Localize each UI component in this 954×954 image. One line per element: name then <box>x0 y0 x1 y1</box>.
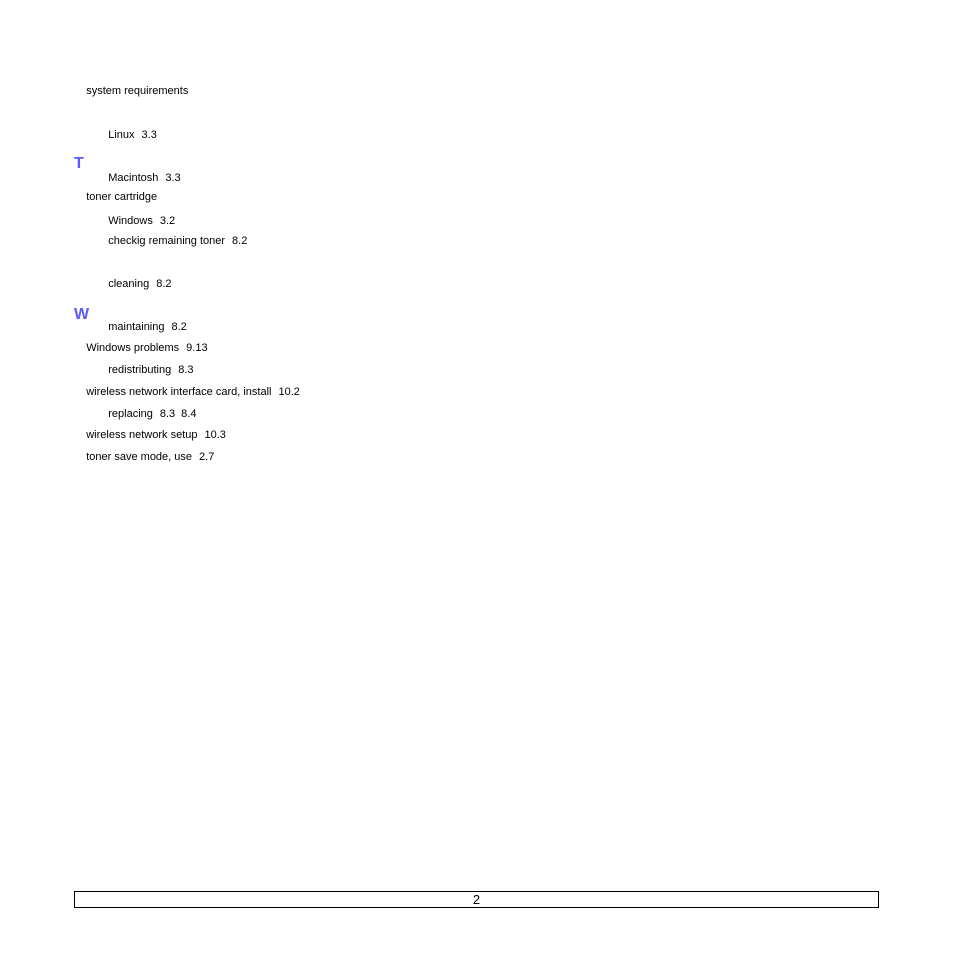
index-subentry <box>74 262 674 305</box>
page-footer <box>74 891 879 908</box>
index-page-ref[interactable]: 3.2 <box>159 215 176 228</box>
index-term: maintaining <box>108 321 165 334</box>
index-term: replacing <box>108 407 153 420</box>
index-subentry <box>74 219 674 262</box>
index-page-ref[interactable]: 3.3 <box>165 171 181 184</box>
index-page-ref[interactable]: 3.3 <box>141 128 157 141</box>
page-number: 2 <box>472 892 481 907</box>
index-term: Windows problems <box>86 342 180 355</box>
index-term: Windows <box>108 215 153 228</box>
index-subentry <box>74 113 674 156</box>
index-term: checkig remaining toner <box>108 234 226 247</box>
index-page-ref[interactable]: 8.4 <box>181 407 197 420</box>
index-page-ref[interactable]: 10.2 <box>278 385 300 398</box>
index-page-ref[interactable]: 2.7 <box>199 450 215 463</box>
index-term: wireless network setup <box>86 428 198 441</box>
index-term: system requirements <box>86 85 189 98</box>
index-entry <box>74 70 674 113</box>
section-letter-heading: T <box>74 155 84 172</box>
index-entry <box>74 413 674 456</box>
section-letter-heading: W <box>74 306 90 323</box>
index-page-ref[interactable]: 8.2 <box>156 277 172 290</box>
index-term: redistributing <box>108 364 172 377</box>
index-term: Linux <box>108 128 135 141</box>
index-entry <box>74 327 674 370</box>
index-page-ref[interactable]: 8.3 <box>178 364 194 377</box>
index-term: cleaning <box>108 277 150 290</box>
index-page-ref[interactable]: 8.2 <box>171 321 187 334</box>
index-page-ref[interactable]: 8.2 <box>232 234 248 247</box>
index-term: toner save mode, use <box>86 450 193 463</box>
index-page-ref[interactable]: 9.13 <box>186 342 208 355</box>
index-term: toner cartridge <box>86 191 158 204</box>
index-page-ref[interactable]: 8.3 <box>159 407 176 420</box>
index-page-ref[interactable]: 10.3 <box>204 428 226 441</box>
index-entry <box>74 370 674 413</box>
index-term: wireless network interface card, install <box>86 385 272 398</box>
index-term: Macintosh <box>108 171 159 184</box>
index-section-w <box>74 306 674 457</box>
index-entry <box>74 176 674 219</box>
